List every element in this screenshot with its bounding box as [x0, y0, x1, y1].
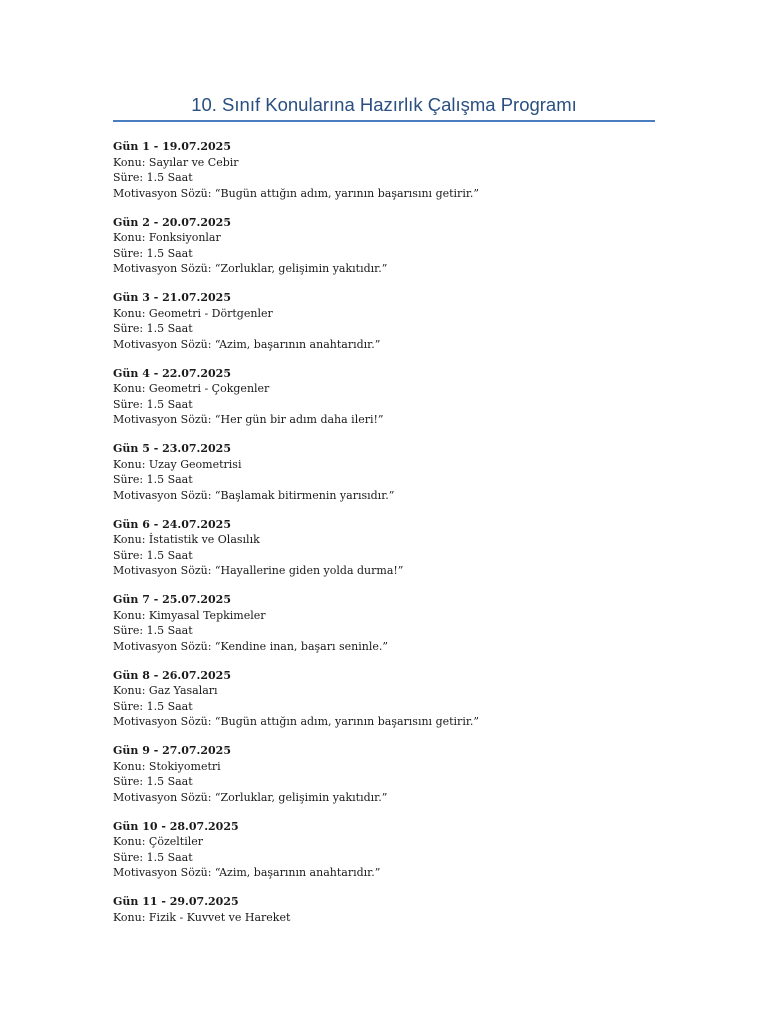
day-motivation: Motivasyon Sözü: “Her gün bir adım daha ileri!” [113, 413, 384, 427]
day-duration: Süre: 1.5 Saat [113, 699, 193, 713]
day-topic: Konu: İstatistik ve Olasılık [113, 533, 260, 547]
day-motivation: Motivasyon Sözü: “Bugün attığın adım, yarının başarısını getirir.” [113, 186, 480, 200]
day-entry [113, 668, 673, 744]
day-motivation: Motivasyon Sözü: “Azim, başarının anahtarıdır.” [113, 866, 381, 880]
day-heading: Gün 11 - 29.07.2025 [113, 895, 239, 908]
day-heading: Gün 9 - 27.07.2025 [113, 744, 231, 757]
day-topic: Konu: Fizik - Kuvvet ve Hareket [113, 910, 291, 924]
day-motivation: Motivasyon Sözü: “Zorluklar, gelişimin yakıtıdır.” [113, 790, 388, 804]
day-heading: Gün 10 - 28.07.2025 [113, 819, 239, 833]
day-entry [113, 215, 673, 291]
day-motivation: Motivasyon Sözü: “Azim, başarının anahtarıdır.” [113, 337, 381, 351]
document-title: 10. Sınıf Konularına Hazırlık Çalışma Programı [191, 94, 577, 115]
day-topic: Konu: Geometri - Çokgenler [113, 382, 270, 396]
day-entry [113, 743, 673, 819]
day-motivation: Motivasyon Sözü: “Kendine inan, başarı seninle.” [113, 639, 388, 653]
day-duration: Süre: 1.5 Saat [113, 473, 193, 487]
day-entry [113, 894, 673, 970]
day-topic: Konu: Fonksiyonlar [113, 231, 221, 245]
day-motivation: Motivasyon Sözü: “Zorluklar, gelişimin yakıtıdır.” [113, 262, 388, 276]
day-duration: Süre: 1.5 Saat [113, 548, 193, 562]
day-heading: Gün 5 - 23.07.2025 [113, 442, 231, 455]
day-list [113, 139, 673, 970]
day-heading: Gün 8 - 26.07.2025 [113, 668, 231, 682]
day-heading: Gün 6 - 24.07.2025 [113, 517, 231, 531]
day-duration: Süre: 1.5 Saat [113, 775, 193, 789]
day-topic: Konu: Gaz Yasaları [113, 684, 218, 698]
day-duration: Süre: 1.5 Saat [113, 850, 193, 864]
day-motivation: Motivasyon Sözü: “Başlamak bitirmenin yarısıdır.” [113, 488, 395, 502]
day-heading: Gün 3 - 21.07.2025 [113, 291, 231, 304]
day-topic: Konu: Sayılar ve Cebir [113, 155, 239, 169]
day-topic: Konu: Stokiyometri [113, 759, 221, 773]
day-entry [113, 441, 673, 517]
title-underline [113, 120, 655, 122]
day-duration: Süre: 1.5 Saat [113, 397, 193, 411]
day-heading: Gün 2 - 20.07.2025 [113, 215, 231, 229]
day-topic: Konu: Çözeltiler [113, 835, 204, 849]
day-entry [113, 366, 673, 442]
day-motivation: Motivasyon Sözü: “Hayallerine giden yolda durma!” [113, 564, 404, 578]
day-duration: Süre: 1.5 Saat [113, 246, 193, 260]
day-entry [113, 819, 673, 895]
day-duration: Süre: 1.5 Saat [113, 171, 193, 185]
day-topic: Konu: Kimyasal Tepkimeler [113, 608, 266, 622]
day-entry [113, 139, 673, 215]
day-entry [113, 592, 673, 668]
day-duration: Süre: 1.5 Saat [113, 322, 193, 336]
day-topic: Konu: Uzay Geometrisi [113, 457, 242, 471]
day-motivation: Motivasyon Sözü: “Bugün attığın adım, yarının başarısını getirir.” [113, 715, 480, 729]
day-heading: Gün 1 - 19.07.2025 [113, 140, 231, 153]
day-entry [113, 290, 673, 366]
day-duration: Süre: 1.5 Saat [113, 624, 193, 638]
day-heading: Gün 7 - 25.07.2025 [113, 593, 231, 606]
day-entry [113, 517, 673, 593]
day-topic: Konu: Geometri - Dörtgenler [113, 306, 273, 320]
day-heading: Gün 4 - 22.07.2025 [113, 366, 231, 380]
